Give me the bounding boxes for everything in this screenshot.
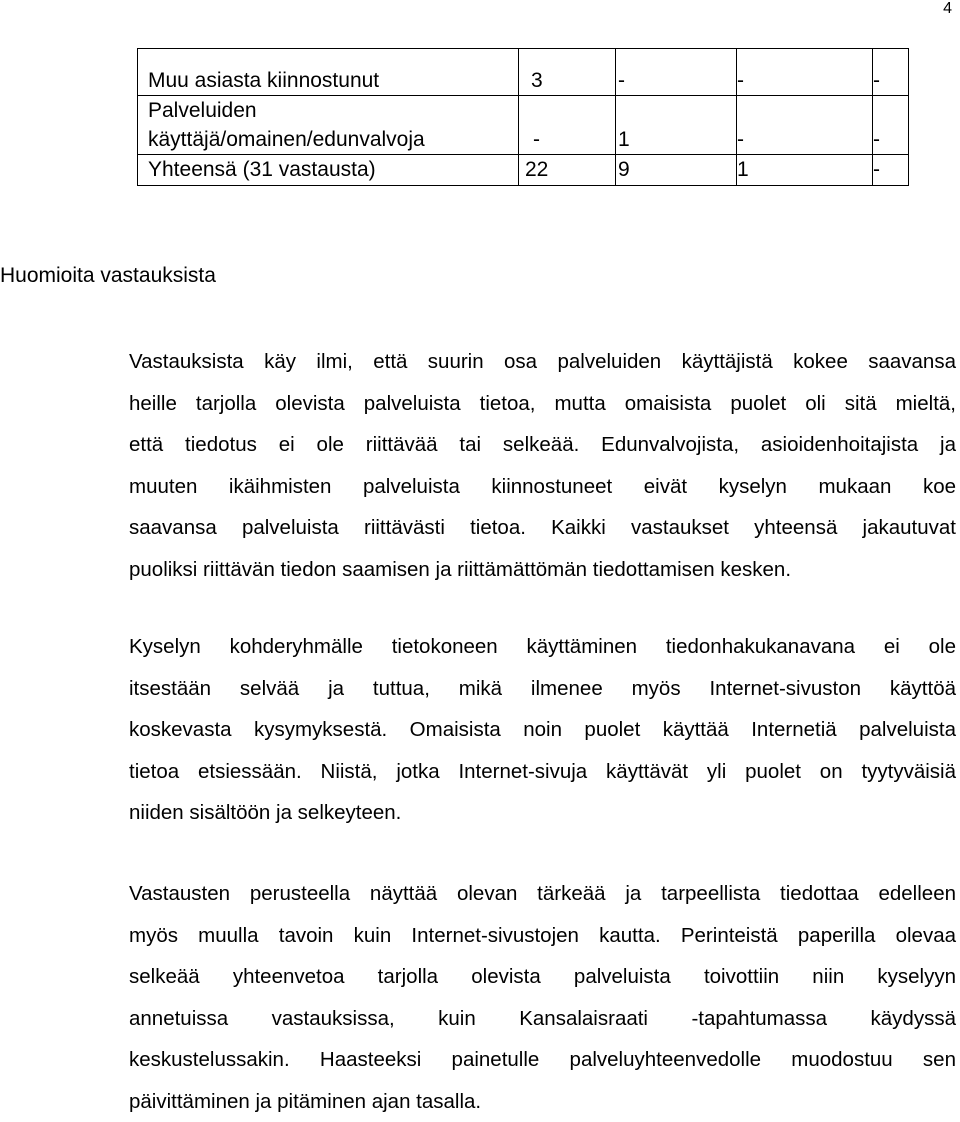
paragraph-line: selkeää yhteenvetoa tarjolla olevista palveluista toivottiin niin kyselyyn	[129, 956, 956, 998]
paragraph-line: heille tarjolla olevista palveluista tietoa, mutta omaisista puolet oli sitä mieltä,	[129, 383, 956, 425]
paragraph-line: puoliksi riittävän tiedon saamisen ja riittämättömän tiedottamisen kesken.	[129, 549, 956, 591]
table-row	[138, 155, 909, 186]
paragraph-line: Vastausten perusteella näyttää olevan tärkeää ja tarpeellista tiedottaa edelleen	[129, 873, 956, 915]
paragraph-line: itsestään selvää ja tuttua, mikä ilmenee myös Internet-sivuston käyttöä	[129, 668, 956, 710]
paragraph	[129, 341, 956, 590]
row-label	[138, 155, 519, 186]
row-label-line: Palveluiden	[148, 99, 257, 122]
paragraph-line: saavansa palveluista riittävästi tietoa. Kaikki vastaukset yhteensä jakautuvat	[129, 507, 956, 549]
page-number: 4	[943, 0, 952, 18]
paragraph-line: että tiedotus ei ole riittävää tai selkeää. Edunvalvojista, asioidenhoitajista ja	[129, 424, 956, 466]
row-label-line: Yhteensä (31 vastausta)	[148, 158, 376, 181]
section-heading: Huomioita vastauksista	[0, 262, 216, 290]
row-label-line: Muu asiasta kiinnostunut	[148, 69, 379, 92]
table-row	[138, 96, 909, 155]
paragraph-line: niiden sisältöön ja selkeyteen.	[129, 792, 956, 834]
paragraph-line: päivittäminen ja pitäminen ajan tasalla.	[129, 1081, 956, 1122]
table-cell: -	[873, 96, 909, 155]
paragraph-line: tietoa etsiessään. Niistä, jotka Internet-sivuja käyttävät yli puolet on tyytyväisiä	[129, 751, 956, 793]
row-label	[138, 49, 519, 96]
table-cell: -	[873, 49, 909, 96]
table-cell: 22	[519, 155, 616, 186]
table-cell: -	[737, 49, 873, 96]
table-cell: -	[519, 96, 616, 155]
paragraph-line: Kyselyn kohderyhmälle tietokoneen käyttäminen tiedonhakukanavana ei ole	[129, 626, 956, 668]
table-cell: 9	[616, 155, 737, 186]
paragraph-line: koskevasta kysymyksestä. Omaisista noin puolet käyttää Internetiä palveluista	[129, 709, 956, 751]
response-table	[137, 48, 909, 186]
table-cell: -	[873, 155, 909, 186]
paragraph-line: keskustelussakin. Haasteeksi painetulle palveluyhteenvedolle muodostuu sen	[129, 1039, 956, 1081]
paragraph-line: myös muulla tavoin kuin Internet-sivustojen kautta. Perinteistä paperilla olevaa	[129, 915, 956, 957]
paragraph-line: annetuissa vastauksissa, kuin Kansalaisraati -tapahtumassa käydyssä	[129, 998, 956, 1040]
paragraph	[129, 873, 956, 1122]
table-cell: -	[616, 49, 737, 96]
paragraph-line: Vastauksista käy ilmi, että suurin osa palveluiden käyttäjistä kokee saavansa	[129, 341, 956, 383]
table-row	[138, 49, 909, 96]
table-cell: 1	[737, 155, 873, 186]
table-cell: -	[737, 96, 873, 155]
row-label-line: käyttäjä/omainen/edunvalvoja	[148, 128, 425, 151]
table-cell: 1	[616, 96, 737, 155]
paragraph	[129, 626, 956, 834]
table-cell: 3	[519, 49, 616, 96]
paragraph-line: muuten ikäihmisten palveluista kiinnostuneet eivät kyselyn mukaan koe	[129, 466, 956, 508]
row-label	[138, 96, 519, 155]
